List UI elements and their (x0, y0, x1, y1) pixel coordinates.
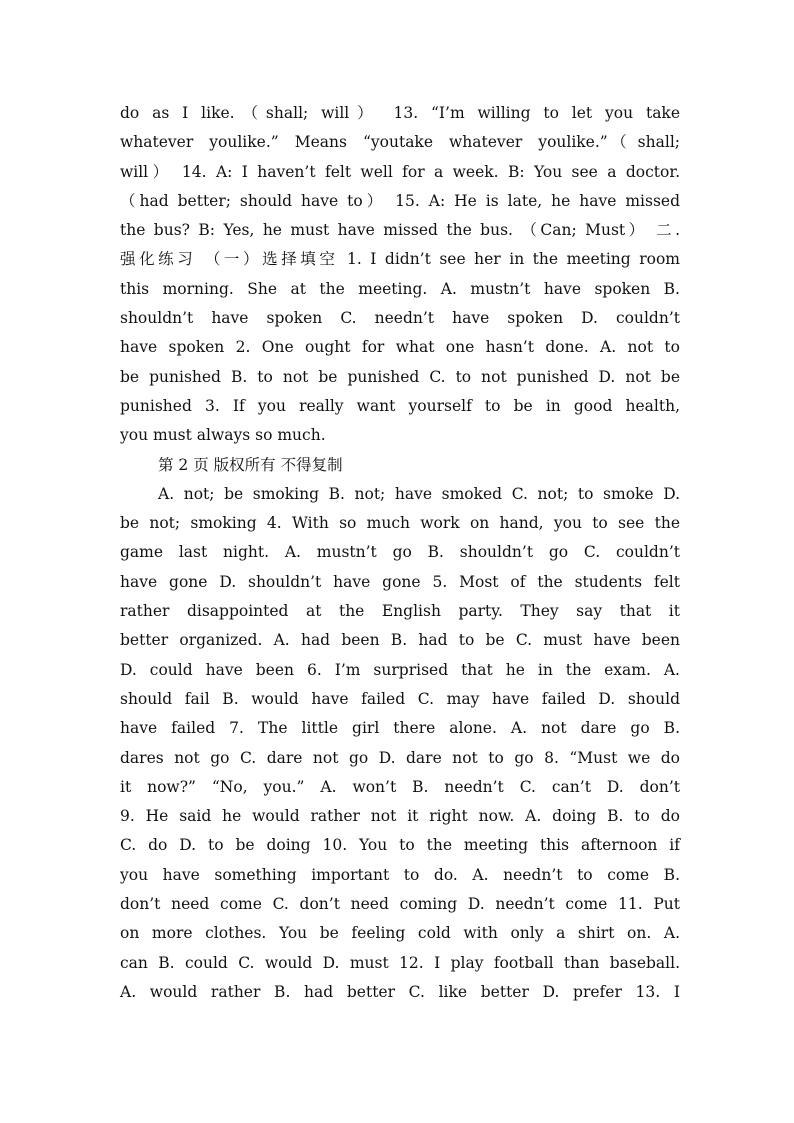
text-line: D. could have been 6. I’m surprised that he in the exam. A. (120, 660, 680, 679)
text-line: should fail B. would have failed C. may have failed D. should (120, 689, 680, 708)
text-line: will） 14. A: I haven’t felt well for a week. B: You see a doctor. (120, 162, 680, 181)
text-line: A. would rather B. had better C. like better D. prefer 13. I (120, 982, 680, 1001)
text-line: 9. He said he would rather not it right now. A. doing B. to do (120, 807, 680, 826)
text-line: have failed 7. The little girl there alone. A. not dare go B. (120, 719, 680, 738)
text-line: be punished B. to not be punished C. to not punished D. not be (120, 367, 680, 386)
text-line: be not; smoking 4. With so much work on hand, you to see the (120, 514, 680, 533)
text-line: this morning. She at the meeting. A. mustn’t have spoken B. (120, 279, 680, 298)
text-line: you have something important to do. A. needn’t to come B. (120, 865, 680, 884)
text-line: it now?” “No, you.” A. won’t B. needn’t C. can’t D. don’t (120, 777, 680, 796)
text-line: rather disappointed at the English party. They say that it (120, 602, 680, 621)
text-line: whatever youlike.” Means “youtake whatever youlike.”（shall; (120, 133, 680, 152)
text-line: you must always so much. (120, 426, 326, 445)
text-line: C. do D. to be doing 10. You to the meeting this afternoon if (120, 836, 680, 855)
text-line: game last night. A. mustn’t go B. shouldn’t go C. couldn’t (120, 543, 680, 562)
text-line: the bus? B: Yes, he must have missed the bus. （Can; Must） 二. (120, 221, 680, 240)
text-line: shouldn’t have spoken C. needn’t have spoken D. couldn’t (120, 309, 680, 328)
text-line: have gone D. shouldn’t have gone 5. Most of the students felt (120, 572, 680, 591)
text-line: on more clothes. You be feeling cold with only a shirt on. A. (120, 924, 680, 943)
text-line: 强化练习 （一）选择填空 1. I didn’t see her in the meeting room (120, 250, 680, 269)
text-line: （had better; should have to） 15. A: He is late, he have missed (120, 191, 680, 210)
text-line: punished 3. If you really want yourself to be in good health, (120, 396, 680, 415)
text-line: A. not; be smoking B. not; have smoked C. not; to smoke D. (158, 484, 680, 503)
text-line: don’t need come C. don’t need coming D. needn’t come 11. Put (120, 895, 680, 914)
page-footer: 第 2 页 版权所有 不得复制 (158, 455, 343, 474)
text-line: dares not go C. dare not go D. dare not to go 8. “Must we do (120, 748, 680, 767)
text-line: do as I like.（shall; will） 13. “I’m willing to let you take (120, 104, 680, 122)
text-line: have spoken 2. One ought for what one hasn’t done. A. not to (120, 338, 680, 357)
text-line: better organized. A. had been B. had to be C. must have been (120, 631, 680, 650)
document-body (120, 99, 680, 1007)
text-line: can B. could C. would D. must 12. I play football than baseball. (120, 953, 680, 972)
